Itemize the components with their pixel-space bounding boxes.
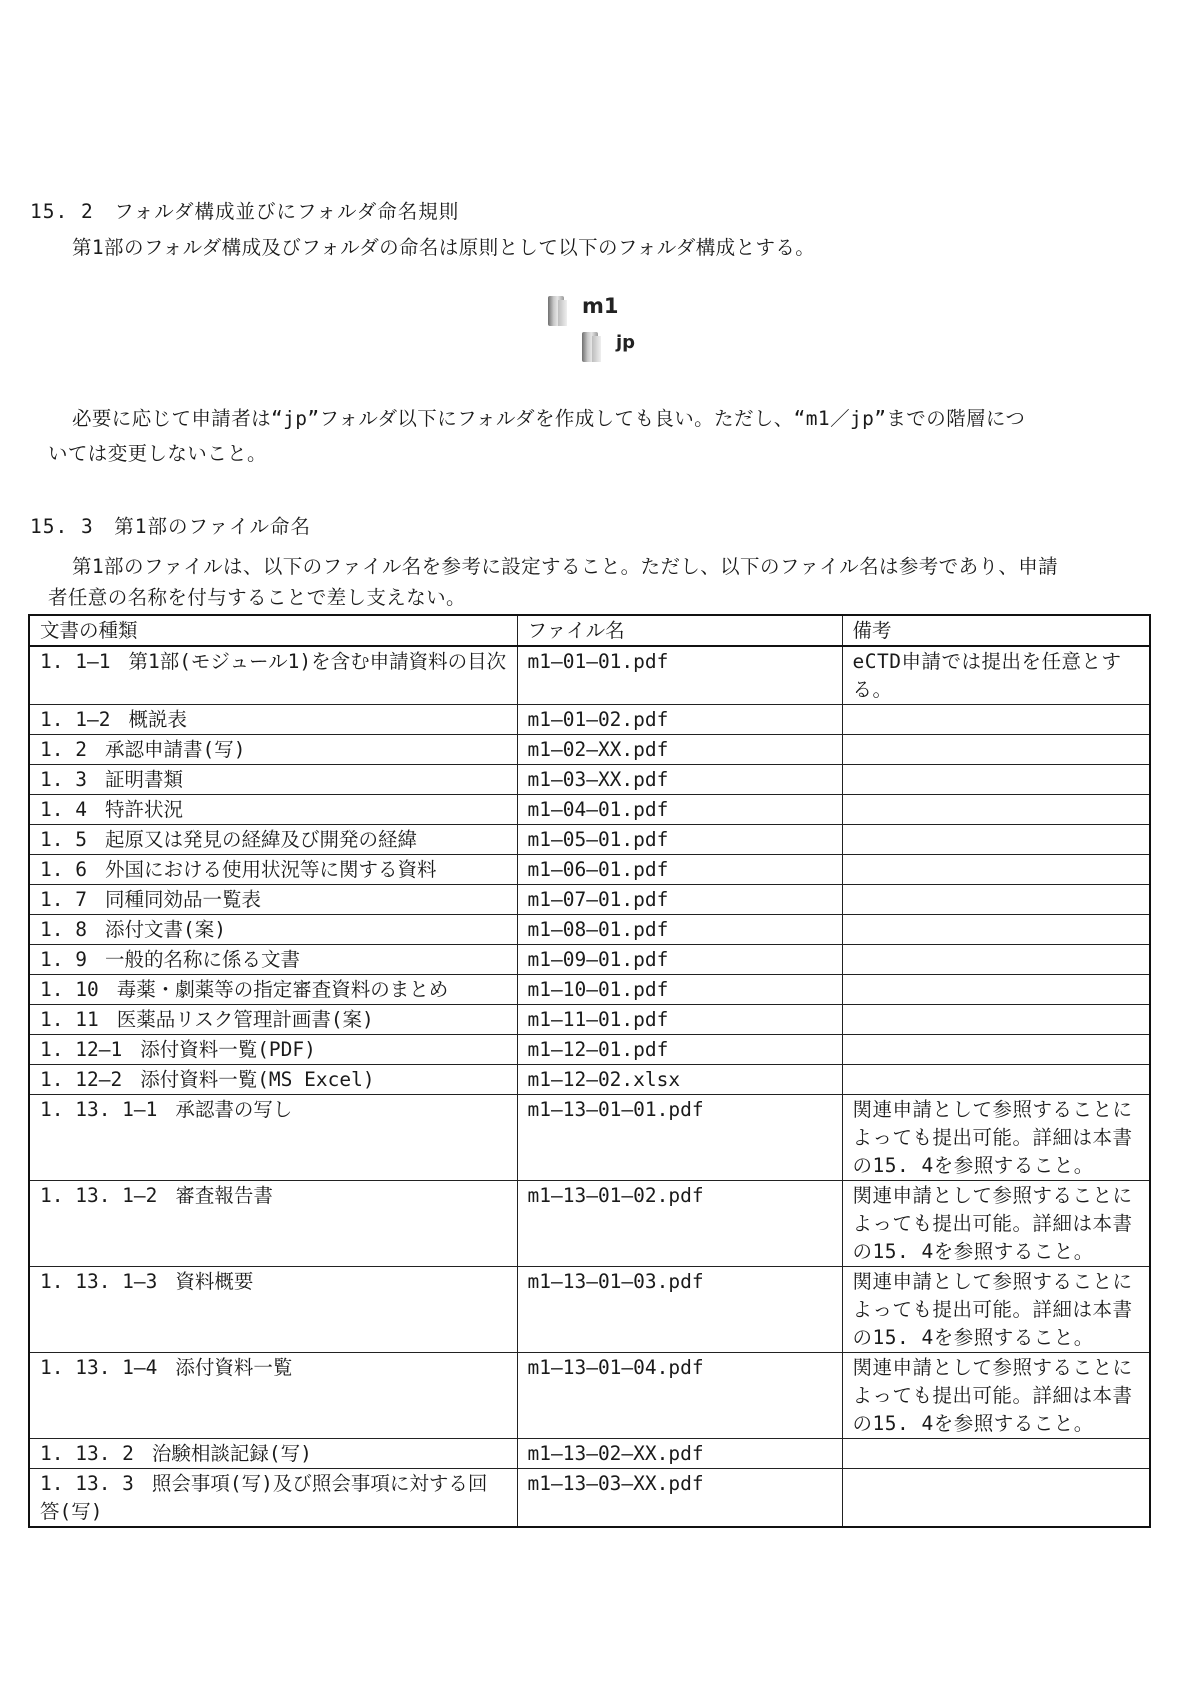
document-type-cell: [29, 646, 517, 705]
document-number: 1. 1—2: [40, 708, 111, 731]
file-name-cell: m1—01—01.pdf: [517, 646, 842, 705]
remarks-cell: [842, 705, 1150, 735]
table-row: [29, 945, 1150, 975]
document-number: 1. 12—2: [40, 1068, 123, 1091]
document-number: 1. 3: [40, 768, 87, 791]
folder-tree-figure: [538, 288, 638, 368]
table-row: [29, 855, 1150, 885]
document-title: 添付資料一覧: [175, 1356, 293, 1379]
document-type-cell: [29, 1181, 517, 1267]
table-row: [29, 1353, 1150, 1439]
table-row: [29, 915, 1150, 945]
file-name-cell: m1—13—01—01.pdf: [517, 1095, 842, 1181]
table-row: [29, 735, 1150, 765]
document-title: 治験相談記録(写): [151, 1442, 312, 1465]
document-title: 毒薬・劇薬等の指定審査資料のまとめ: [116, 978, 449, 1001]
document-number: 1. 13. 2: [40, 1442, 134, 1465]
remarks-cell: 関連申請として参照することによっても提出可能。詳細は本書の15. 4を参照すること。: [842, 1267, 1150, 1353]
column-header-remarks: 備考: [842, 615, 1150, 646]
table-row: [29, 1181, 1150, 1267]
column-header-file-name: ファイル名: [517, 615, 842, 646]
table-row: [29, 705, 1150, 735]
document-title: 承認書の写し: [175, 1098, 293, 1121]
file-name-cell: m1—01—02.pdf: [517, 705, 842, 735]
table-row: [29, 1095, 1150, 1181]
document-type-cell: [29, 1065, 517, 1095]
document-number: 1. 13. 1—4: [40, 1356, 158, 1379]
document-number: 1. 12—1: [40, 1038, 123, 1061]
document-number: 1. 1—1: [40, 650, 111, 673]
document-title: 資料概要: [175, 1270, 254, 1293]
file-name-cell: m1—12—01.pdf: [517, 1035, 842, 1065]
remarks-cell: eCTD申請では提出を任意とする。: [842, 646, 1150, 705]
document-title: 証明書類: [104, 768, 183, 791]
document-type-cell: [29, 975, 517, 1005]
table-row: [29, 885, 1150, 915]
file-naming-table: [28, 614, 1151, 1528]
remarks-cell: 関連申請として参照することによっても提出可能。詳細は本書の15. 4を参照すること。: [842, 1181, 1150, 1267]
document-title: 照会事項(写)及び照会事項に対する回答(写): [40, 1472, 488, 1523]
remarks-cell: [842, 1469, 1150, 1528]
file-name-cell: m1—09—01.pdf: [517, 945, 842, 975]
document-title: 一般的名称に係る文書: [104, 948, 300, 971]
document-number: 1. 13. 1—2: [40, 1184, 158, 1207]
remarks-cell: [842, 765, 1150, 795]
document-number: 1. 4: [40, 798, 87, 821]
file-name-cell: m1—11—01.pdf: [517, 1005, 842, 1035]
document-type-cell: [29, 1005, 517, 1035]
document-type-cell: [29, 855, 517, 885]
remarks-cell: [842, 945, 1150, 975]
document-title: 第1部(モジュール1)を含む申請資料の目次: [128, 650, 507, 673]
document-number: 1. 2: [40, 738, 87, 761]
file-name-cell: m1—05—01.pdf: [517, 825, 842, 855]
table-row: [29, 825, 1150, 855]
file-name-cell: m1—08—01.pdf: [517, 915, 842, 945]
document-number: 1. 5: [40, 828, 87, 851]
file-name-cell: m1—12—02.xlsx: [517, 1065, 842, 1095]
remarks-cell: [842, 975, 1150, 1005]
document-title: 起原又は発見の経緯及び開発の経緯: [104, 828, 417, 851]
table-row: [29, 1035, 1150, 1065]
document-number: 1. 10: [40, 978, 99, 1001]
document-type-cell: [29, 1267, 517, 1353]
folder-icon: [582, 332, 598, 362]
remarks-cell: [842, 1065, 1150, 1095]
table-row: [29, 1439, 1150, 1469]
document-title: 同種同効品一覧表: [104, 888, 261, 911]
table-header-row: [29, 615, 1150, 646]
file-naming-paragraph-line-1: 第1部のファイルは、以下のファイル名を参考に設定すること。ただし、以下のファイル名は参考であり、申請: [72, 555, 1059, 578]
table-row: [29, 1469, 1150, 1528]
remarks-cell: [842, 1035, 1150, 1065]
document-title: 審査報告書: [175, 1184, 273, 1207]
document-title: 医薬品リスク管理計画書(案): [116, 1008, 374, 1031]
document-type-cell: [29, 1035, 517, 1065]
file-name-cell: m1—04—01.pdf: [517, 795, 842, 825]
file-name-cell: m1—13—01—03.pdf: [517, 1267, 842, 1353]
column-header-document-type: 文書の種類: [29, 615, 517, 646]
document-title: 添付資料一覧(MS Excel): [140, 1068, 375, 1091]
folder-label-jp: jp: [616, 332, 636, 353]
remarks-cell: [842, 915, 1150, 945]
remarks-cell: [842, 1439, 1150, 1469]
document-type-cell: [29, 915, 517, 945]
remarks-cell: [842, 825, 1150, 855]
table-row: [29, 646, 1150, 705]
file-name-cell: m1—03—XX.pdf: [517, 765, 842, 795]
document-title: 特許状況: [104, 798, 183, 821]
table-row: [29, 975, 1150, 1005]
folder-note-line-2: いては変更しないこと。: [48, 442, 267, 465]
remarks-cell: 関連申請として参照することによっても提出可能。詳細は本書の15. 4を参照すること。: [842, 1095, 1150, 1181]
document-number: 1. 6: [40, 858, 87, 881]
document-type-cell: [29, 1469, 517, 1528]
document-title: 添付資料一覧(PDF): [140, 1038, 316, 1061]
table-row: [29, 1065, 1150, 1095]
table-row: [29, 795, 1150, 825]
document-number: 1. 13. 1—1: [40, 1098, 158, 1121]
file-name-cell: m1—06—01.pdf: [517, 855, 842, 885]
remarks-cell: [842, 795, 1150, 825]
table-row: [29, 1005, 1150, 1035]
file-name-cell: m1—07—01.pdf: [517, 885, 842, 915]
file-name-cell: m1—13—02—XX.pdf: [517, 1439, 842, 1469]
document-type-cell: [29, 735, 517, 765]
file-naming-paragraph-line-2: 者任意の名称を付与することで差し支えない。: [48, 586, 466, 609]
section-heading-folder-structure: 15. 2 フォルダ構成並びにフォルダ命名規則: [30, 200, 460, 223]
document-number: 1. 9: [40, 948, 87, 971]
document-type-cell: [29, 795, 517, 825]
document-type-cell: [29, 885, 517, 915]
document-number: 1. 11: [40, 1008, 99, 1031]
remarks-cell: [842, 1005, 1150, 1035]
file-name-cell: m1—13—01—02.pdf: [517, 1181, 842, 1267]
document-type-cell: [29, 1353, 517, 1439]
file-name-cell: m1—02—XX.pdf: [517, 735, 842, 765]
document-type-cell: [29, 825, 517, 855]
document-number: 1. 7: [40, 888, 87, 911]
remarks-cell: [842, 735, 1150, 765]
folder-label-m1: m1: [582, 294, 619, 318]
document-number: 1. 8: [40, 918, 87, 941]
section-heading-file-naming: 15. 3 第1部のファイル命名: [30, 515, 312, 538]
file-name-cell: m1—13—01—04.pdf: [517, 1353, 842, 1439]
document-title: 承認申請書(写): [104, 738, 246, 761]
document-type-cell: [29, 1095, 517, 1181]
file-name-cell: m1—10—01.pdf: [517, 975, 842, 1005]
remarks-cell: 関連申請として参照することによっても提出可能。詳細は本書の15. 4を参照すること。: [842, 1353, 1150, 1439]
document-type-cell: [29, 705, 517, 735]
file-name-cell: m1—13—03—XX.pdf: [517, 1469, 842, 1528]
document-title: 外国における使用状況等に関する資料: [104, 858, 437, 881]
table-row: [29, 765, 1150, 795]
remarks-cell: [842, 885, 1150, 915]
folder-note-line-1: 必要に応じて申請者は“jp”フォルダ以下にフォルダを作成しても良い。ただし、“m1／jp”までの階層につ: [72, 407, 1026, 430]
folder-icon: [548, 296, 564, 326]
document-title: 添付文書(案): [104, 918, 226, 941]
document-type-cell: [29, 1439, 517, 1469]
folder-structure-paragraph: 第1部のフォルダ構成及びフォルダの命名は原則として以下のフォルダ構成とする。: [72, 236, 816, 259]
document-type-cell: [29, 765, 517, 795]
document-title: 概説表: [128, 708, 187, 731]
remarks-cell: [842, 855, 1150, 885]
table-row: [29, 1267, 1150, 1353]
document-type-cell: [29, 945, 517, 975]
document-number: 1. 13. 3: [40, 1472, 134, 1495]
document-number: 1. 13. 1—3: [40, 1270, 158, 1293]
